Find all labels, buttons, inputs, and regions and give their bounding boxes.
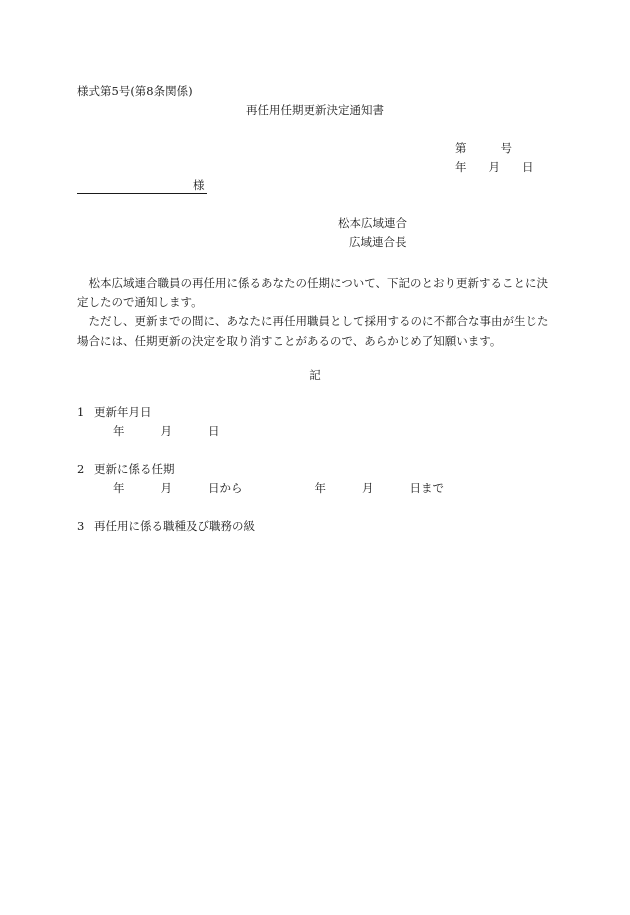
item-2-from-day: 日から [208, 481, 243, 495]
issue-number-suffix: 号 [500, 141, 512, 155]
item-1-heading [77, 407, 152, 419]
body-paragraph-2: ただし、更新までの間に、あなたに再任用職員として採用するのに不都合な事由が生じた場合には、任期更新の決定を取り消すことがあるので、あらかじめ了知願います。 [77, 314, 549, 348]
addressee-honorific: 様 [193, 178, 205, 192]
ki-heading: 記 [309, 368, 321, 382]
item-1-title: 更新年月日 [94, 405, 152, 419]
item-1-month: 月 [160, 424, 172, 438]
addressee-name-line [77, 193, 207, 194]
item-3-number: 3 [77, 519, 85, 533]
issuer-title: 広域連合長 [349, 235, 407, 249]
issue-number [455, 143, 512, 155]
issue-date [455, 162, 534, 174]
item-2-heading [77, 464, 175, 476]
issue-date-month: 月 [488, 160, 500, 174]
form-number: 様式第5号(第8条関係) [77, 84, 193, 98]
item-2-from-year: 年 [113, 481, 125, 495]
item-1-number: 1 [77, 405, 85, 419]
item-1-date [113, 426, 220, 438]
item-1-year: 年 [113, 424, 125, 438]
item-1-day: 日 [208, 424, 220, 438]
item-2-period [113, 483, 444, 495]
item-3-heading [77, 521, 255, 533]
issuer-organization: 松本広域連合 [338, 216, 407, 230]
notice-body [77, 274, 553, 351]
item-2-to-year: 年 [314, 481, 326, 495]
item-2-title: 更新に係る任期 [94, 462, 175, 476]
document-title: 再任用任期更新決定通知書 [246, 103, 384, 117]
item-3-title: 再任用に係る職種及び職務の級 [94, 519, 255, 533]
issue-date-year: 年 [455, 160, 467, 174]
issue-number-prefix: 第 [455, 141, 467, 155]
item-2-from-month: 月 [160, 481, 172, 495]
issue-date-day: 日 [522, 160, 534, 174]
item-2-to-month: 月 [362, 481, 374, 495]
item-2-number: 2 [77, 462, 85, 476]
item-2-to-day: 日まで [409, 481, 444, 495]
body-paragraph-1: 松本広域連合職員の再任用に係るあなたの任期について、下記のとおり更新することに決定したので通知します。 [77, 276, 549, 310]
